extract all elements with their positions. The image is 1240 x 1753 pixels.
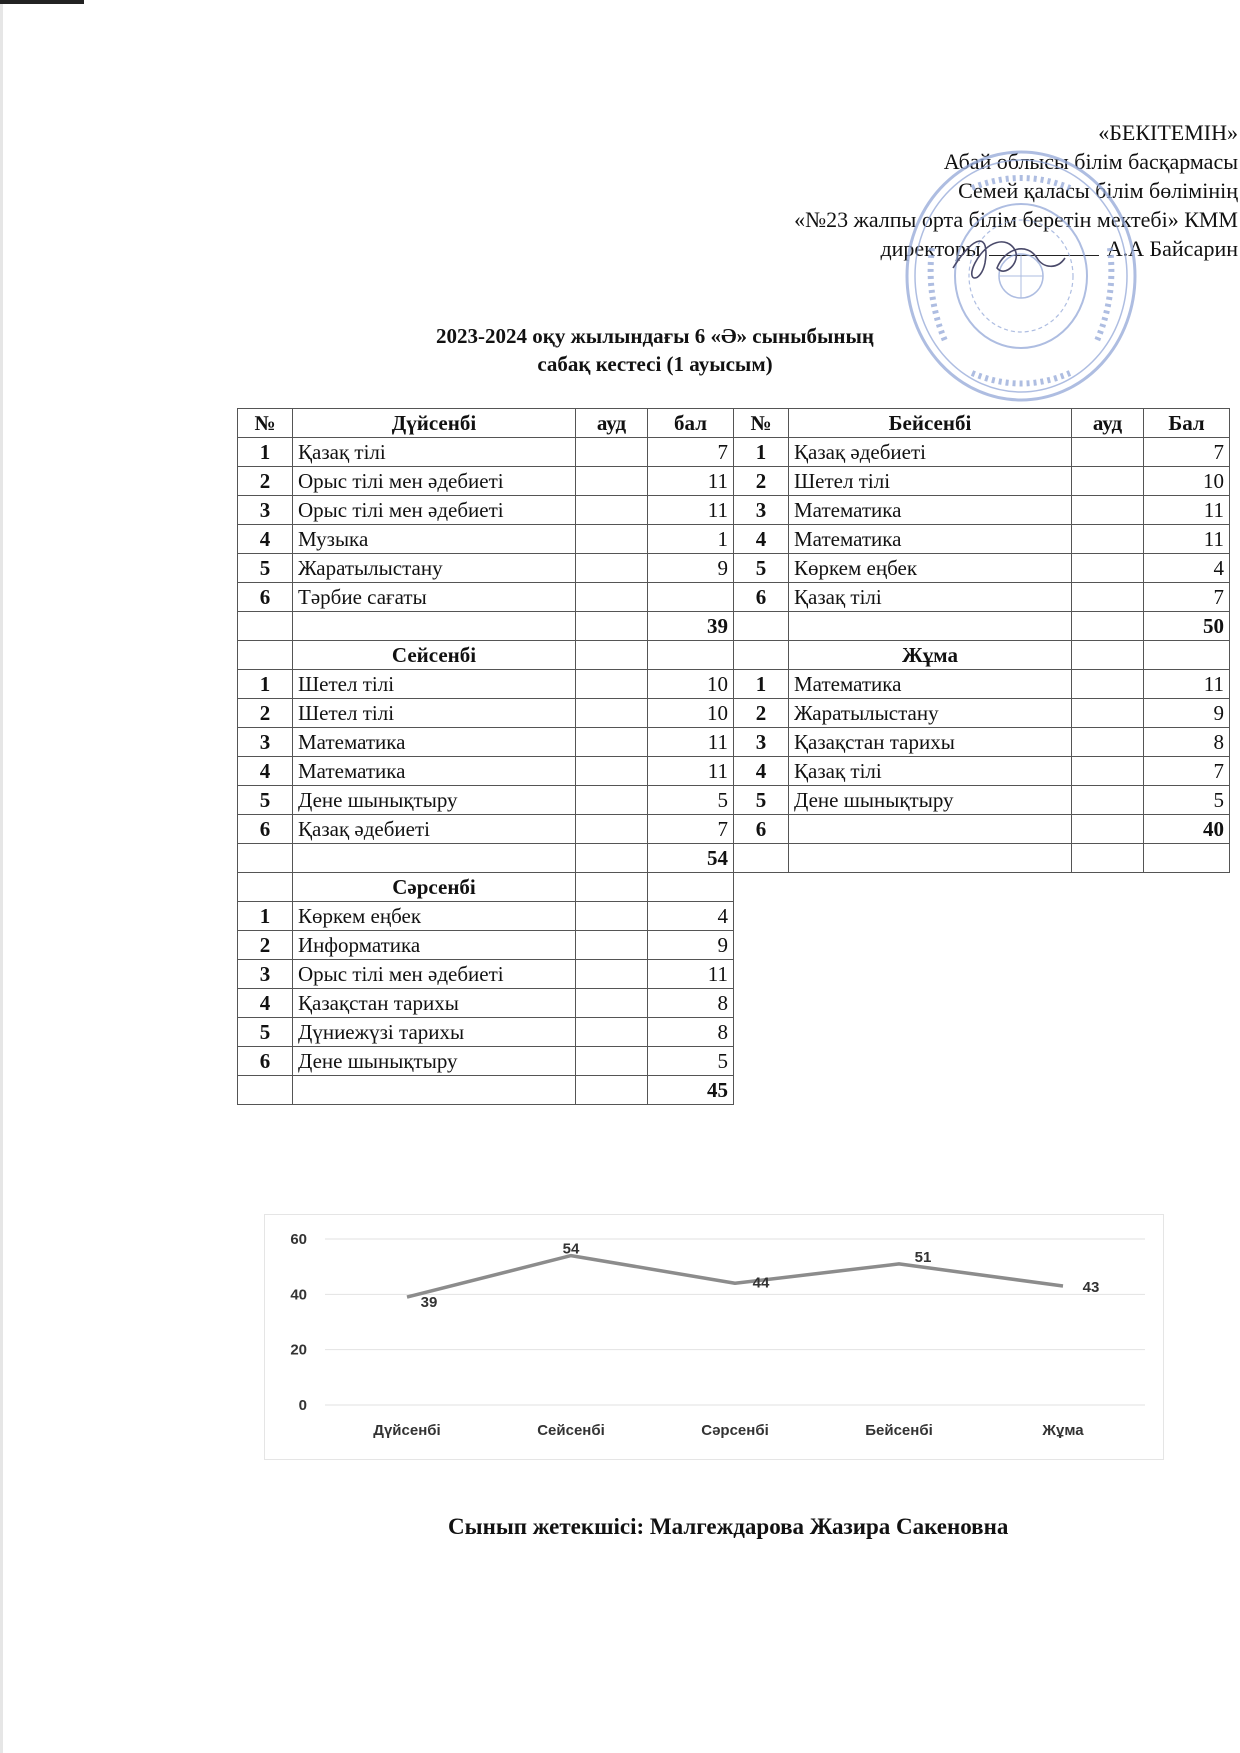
lesson-room (576, 989, 648, 1018)
lesson-points: 9 (648, 931, 734, 960)
data-label: 39 (420, 1294, 438, 1312)
empty-cell (238, 612, 293, 641)
x-tick-label: Дүйсенбі (373, 1422, 441, 1439)
lesson-points (648, 583, 734, 612)
y-tick-label: 40 (290, 1286, 307, 1304)
lesson-subject: Музыка (293, 525, 576, 554)
weekly-load-chart (264, 1214, 1164, 1460)
empty-cell (293, 612, 576, 641)
lesson-points: 1 (648, 525, 734, 554)
lesson-number: 6 (238, 815, 293, 844)
empty-cell (734, 844, 789, 873)
approval-heading: «БЕКІТЕМІН» (1098, 120, 1238, 145)
empty-cell (1072, 844, 1144, 873)
approval-line-city: Семей қаласы білім бөлімінің (958, 178, 1238, 203)
lesson-points: 11 (1144, 670, 1230, 699)
empty-cell (1144, 641, 1230, 670)
day-total-points: 54 (648, 844, 734, 873)
lesson-number: 5 (238, 554, 293, 583)
lesson-room (576, 902, 648, 931)
approval-line-region: Абай облысы білім басқармасы (943, 149, 1238, 174)
table-row (734, 757, 1230, 786)
lesson-room (1072, 467, 1144, 496)
lesson-number: 4 (734, 525, 789, 554)
lesson-number: 5 (734, 786, 789, 815)
empty-row (734, 844, 1230, 873)
lesson-number: 1 (238, 902, 293, 931)
table-row (238, 583, 734, 612)
lesson-subject: Шетел тілі (293, 699, 576, 728)
approval-block (794, 118, 1238, 263)
lesson-points: 7 (648, 438, 734, 467)
lesson-subject: Математика (789, 525, 1072, 554)
table-row (238, 1018, 734, 1047)
lesson-points: 9 (1144, 699, 1230, 728)
class-teacher-line: Сынып жетекшісі: Малгеждарова Жазира Сакеновна (448, 1514, 1009, 1539)
lesson-subject: Қазақ тілі (789, 583, 1072, 612)
table-row (238, 699, 734, 728)
empty-cell (648, 641, 734, 670)
lesson-room (576, 525, 648, 554)
lesson-room (576, 670, 648, 699)
lesson-room (1072, 496, 1144, 525)
empty-cell (734, 612, 789, 641)
lesson-room (1072, 554, 1144, 583)
lesson-subject: Тәрбие сағаты (293, 583, 576, 612)
lesson-room (576, 728, 648, 757)
lesson-number: 3 (238, 960, 293, 989)
lesson-number: 1 (734, 670, 789, 699)
empty-cell (576, 612, 648, 641)
lesson-number: 3 (734, 496, 789, 525)
lesson-subject: Орыс тілі мен әдебиеті (293, 467, 576, 496)
lesson-number: 4 (238, 525, 293, 554)
header-number: № (238, 409, 293, 438)
day-name: Жұма (789, 641, 1072, 670)
lesson-number: 6 (238, 583, 293, 612)
day-header-row (238, 873, 734, 902)
header-room: ауд (576, 409, 648, 438)
lesson-number: 1 (734, 438, 789, 467)
lesson-points: 11 (648, 496, 734, 525)
lesson-room (576, 815, 648, 844)
empty-cell (734, 641, 789, 670)
lesson-subject: Көркем еңбек (293, 902, 576, 931)
lesson-subject (789, 815, 1072, 844)
schedule-table-left (237, 408, 734, 1105)
lesson-number: 3 (238, 496, 293, 525)
empty-cell (238, 641, 293, 670)
approval-director-line (794, 234, 1238, 263)
lesson-points: 8 (648, 989, 734, 1018)
lesson-points: 4 (648, 902, 734, 931)
lesson-room (1072, 583, 1144, 612)
table-row (238, 815, 734, 844)
day-total-row (734, 612, 1230, 641)
lesson-points: 7 (1144, 438, 1230, 467)
lesson-points: 10 (1144, 467, 1230, 496)
table-row (734, 525, 1230, 554)
lesson-subject: Шетел тілі (293, 670, 576, 699)
lesson-subject: Қазақстан тарихы (293, 989, 576, 1018)
lesson-room (1072, 757, 1144, 786)
day-total-row (238, 844, 734, 873)
day-total-points: 40 (1144, 815, 1230, 844)
empty-cell (576, 844, 648, 873)
lesson-subject: Қазақ тілі (293, 438, 576, 467)
table-header-row (734, 409, 1230, 438)
lesson-room (576, 554, 648, 583)
lesson-subject: Математика (789, 496, 1072, 525)
lesson-room (1072, 525, 1144, 554)
lesson-subject: Шетел тілі (789, 467, 1072, 496)
day-total-points: 45 (648, 1076, 734, 1105)
lesson-points: 11 (1144, 525, 1230, 554)
table-row (238, 438, 734, 467)
lesson-room (1072, 728, 1144, 757)
director-name: А.А Байсарин (1106, 236, 1238, 261)
lesson-points: 10 (648, 699, 734, 728)
data-label: 43 (1082, 1279, 1100, 1297)
approval-line-school: «№23 жалпы орта білім беретін мектебі» КММ (794, 207, 1238, 232)
table-row (238, 902, 734, 931)
table-row (238, 728, 734, 757)
lesson-room (1072, 815, 1144, 844)
lesson-room (1072, 699, 1144, 728)
lesson-room (576, 699, 648, 728)
lesson-points: 9 (648, 554, 734, 583)
table-row (734, 815, 1230, 844)
x-tick-label: Сәрсенбі (701, 1422, 769, 1439)
lesson-subject: Қазақ тілі (789, 757, 1072, 786)
chart-svg (265, 1215, 1165, 1461)
lesson-subject: Математика (293, 728, 576, 757)
lesson-number: 1 (238, 438, 293, 467)
table-row (238, 931, 734, 960)
data-label: 44 (752, 1274, 770, 1292)
x-tick-label: Сейсенбі (537, 1422, 605, 1439)
lesson-number: 1 (238, 670, 293, 699)
day-header-row (238, 641, 734, 670)
table-row (734, 438, 1230, 467)
lesson-number: 5 (238, 1018, 293, 1047)
empty-cell (238, 844, 293, 873)
table-row (238, 554, 734, 583)
lesson-subject: Орыс тілі мен әдебиеті (293, 496, 576, 525)
table-row (734, 699, 1230, 728)
day-total-row (238, 612, 734, 641)
header-points: бал (648, 409, 734, 438)
lesson-number: 4 (238, 757, 293, 786)
signature-line (989, 237, 1099, 256)
lesson-subject: Жаратылыстану (789, 699, 1072, 728)
lesson-number: 2 (238, 931, 293, 960)
lesson-number: 6 (238, 1047, 293, 1076)
lesson-points: 7 (1144, 583, 1230, 612)
table-row (238, 670, 734, 699)
empty-cell (1072, 612, 1144, 641)
lesson-subject: Дене шынықтыру (293, 1047, 576, 1076)
day-total-points: 39 (648, 612, 734, 641)
empty-cell (576, 641, 648, 670)
director-label: директоры (880, 236, 981, 261)
series-line (407, 1256, 1063, 1298)
empty-cell (238, 873, 293, 902)
empty-cell (648, 873, 734, 902)
lesson-room (576, 786, 648, 815)
lesson-room (1072, 670, 1144, 699)
table-row (238, 786, 734, 815)
lesson-subject: Информатика (293, 931, 576, 960)
data-label: 54 (562, 1240, 580, 1258)
table-row (734, 554, 1230, 583)
table-row (734, 583, 1230, 612)
data-label: 51 (914, 1248, 932, 1266)
lesson-points: 10 (648, 670, 734, 699)
lesson-subject: Қазақстан тарихы (789, 728, 1072, 757)
y-tick-label: 0 (298, 1397, 307, 1414)
lesson-number: 4 (734, 757, 789, 786)
lesson-room (576, 583, 648, 612)
table-row (238, 525, 734, 554)
empty-cell (293, 844, 576, 873)
lesson-number: 2 (238, 699, 293, 728)
lesson-number: 5 (734, 554, 789, 583)
empty-cell (789, 844, 1072, 873)
table-row (238, 960, 734, 989)
empty-cell (1144, 844, 1230, 873)
lesson-subject: Жаратылыстану (293, 554, 576, 583)
lesson-points: 11 (648, 467, 734, 496)
table-row (734, 728, 1230, 757)
lesson-points: 7 (648, 815, 734, 844)
lesson-points: 5 (648, 786, 734, 815)
lesson-number: 2 (734, 699, 789, 728)
lesson-number: 3 (734, 728, 789, 757)
lesson-subject: Қазақ әдебиеті (293, 815, 576, 844)
header-number: № (734, 409, 789, 438)
lesson-number: 6 (734, 815, 789, 844)
header-day: Бейсенбі (789, 409, 1072, 438)
day-header-row (734, 641, 1230, 670)
title-line-1: 2023-2024 оқу жылындағы 6 «Ә» сыныбының (435, 324, 875, 348)
table-row (734, 786, 1230, 815)
lesson-room (576, 1047, 648, 1076)
lesson-number: 2 (238, 467, 293, 496)
table-row (238, 1047, 734, 1076)
day-total-points: 50 (1144, 612, 1230, 641)
lesson-number: 6 (734, 583, 789, 612)
empty-cell (238, 1076, 293, 1105)
lesson-subject: Дүниежүзі тарихы (293, 1018, 576, 1047)
header-day: Дүйсенбі (293, 409, 576, 438)
table-row (734, 670, 1230, 699)
schedule-table-right (733, 408, 1230, 873)
lesson-subject: Қазақ әдебиеті (789, 438, 1072, 467)
table-header-row (238, 409, 734, 438)
lesson-room (576, 496, 648, 525)
title-line-2: сабақ кестесі (1 ауысым) (537, 352, 773, 376)
lesson-subject: Көркем еңбек (789, 554, 1072, 583)
lesson-points: 8 (1144, 728, 1230, 757)
lesson-room (576, 960, 648, 989)
table-row (238, 467, 734, 496)
y-tick-label: 60 (290, 1231, 307, 1248)
table-row (734, 496, 1230, 525)
lesson-room (576, 1018, 648, 1047)
header-room: ауд (1072, 409, 1144, 438)
header-points: Бал (1144, 409, 1230, 438)
day-name: Сейсенбі (293, 641, 576, 670)
lesson-room (576, 931, 648, 960)
lesson-number: 5 (238, 786, 293, 815)
empty-cell (789, 612, 1072, 641)
x-tick-label: Бейсенбі (865, 1422, 933, 1439)
lesson-points: 7 (1144, 757, 1230, 786)
lesson-room (576, 467, 648, 496)
lesson-number: 4 (238, 989, 293, 1018)
empty-cell (576, 1076, 648, 1105)
lesson-subject: Математика (789, 670, 1072, 699)
lesson-points: 5 (648, 1047, 734, 1076)
table-row (238, 989, 734, 1018)
y-tick-label: 20 (290, 1341, 307, 1359)
lesson-points: 4 (1144, 554, 1230, 583)
day-name: Сәрсенбі (293, 873, 576, 902)
lesson-subject: Математика (293, 757, 576, 786)
lesson-points: 11 (648, 757, 734, 786)
scan-edge (0, 0, 3, 1753)
lesson-number: 3 (238, 728, 293, 757)
empty-cell (1072, 641, 1144, 670)
table-row (734, 467, 1230, 496)
lesson-points: 11 (1144, 496, 1230, 525)
x-tick-label: Жұма (1042, 1422, 1084, 1439)
lesson-room (1072, 786, 1144, 815)
empty-cell (293, 1076, 576, 1105)
lesson-points: 5 (1144, 786, 1230, 815)
lesson-room (1072, 438, 1144, 467)
table-row (238, 496, 734, 525)
lesson-number: 2 (734, 467, 789, 496)
lesson-subject: Дене шынықтыру (789, 786, 1072, 815)
lesson-points: 8 (648, 1018, 734, 1047)
lesson-points: 11 (648, 960, 734, 989)
table-row (238, 757, 734, 786)
day-total-row (238, 1076, 734, 1105)
empty-cell (576, 873, 648, 902)
lesson-room (576, 438, 648, 467)
lesson-subject: Дене шынықтыру (293, 786, 576, 815)
lesson-points: 11 (648, 728, 734, 757)
scan-corner-mark (0, 0, 84, 4)
document-title (380, 322, 930, 378)
lesson-subject: Орыс тілі мен әдебиеті (293, 960, 576, 989)
lesson-room (576, 757, 648, 786)
